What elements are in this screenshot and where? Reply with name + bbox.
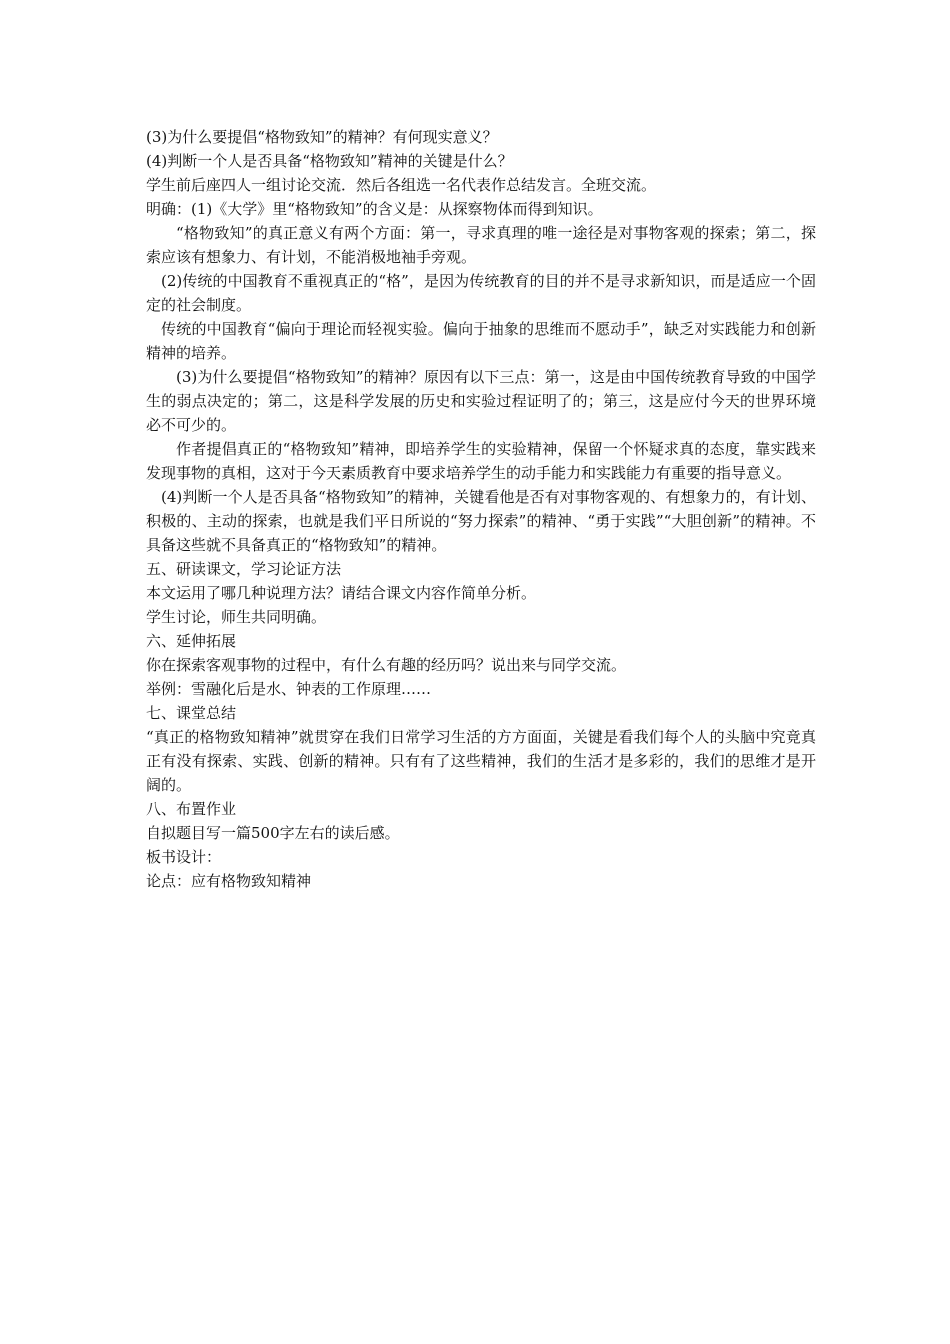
board-design-thesis: 论点：应有格物致知精神 — [146, 872, 312, 890]
section-5-question: 本文运用了哪几种说理方法？请结合课文内容作简单分析。 — [146, 584, 537, 602]
section-5-discussion: 学生讨论，师生共同明确。 — [146, 608, 327, 626]
section-5-heading: 五、研读课文，学习论证方法 — [146, 560, 342, 578]
answer-1-meaning: “格物致知”的真正意义有两个方面：第一，寻求真理的唯一途径是对事物客观的探索；第二，探索应该有想象力、有计划，不能消极地袖手旁观。 — [146, 224, 816, 266]
answer-2: (2)传统的中国教育不重视真正的“格”，是因为传统教育的目的并不是寻求新知识，而是适应一个固定的社会制度。 — [146, 272, 816, 314]
document-body — [146, 125, 816, 893]
answer-1: 明确：(1)《大学》里“格物致知”的含义是：从探察物体而得到知识。 — [146, 200, 603, 218]
section-8-assignment: 自拟题目写一篇500字左右的读后感。 — [146, 824, 400, 842]
answer-2-detail: 传统的中国教育“偏向于理论而轻视实验。偏向于抽象的思维而不愿动手”，缺乏对实践能力和创新精神的培养。 — [146, 320, 816, 362]
question-3: (3)为什么要提倡“格物致知”的精神？有何现实意义？ — [146, 128, 498, 146]
discussion-instruction: 学生前后座四人一组讨论交流．然后各组选一名代表作总结发言。全班交流。 — [146, 176, 657, 194]
section-7-heading: 七、课堂总结 — [146, 704, 237, 722]
question-4: (4)判断一个人是否具备“格物致知”精神的关键是什么？ — [146, 152, 513, 170]
section-6-example: 举例：雪融化后是水、钟表的工作原理…… — [146, 680, 432, 698]
section-6-heading: 六、延伸拓展 — [146, 632, 237, 650]
section-8-heading: 八、布置作业 — [146, 800, 237, 818]
section-6-question: 你在探索客观事物的过程中，有什么有趣的经历吗？说出来与同学交流。 — [146, 656, 627, 674]
board-design-label: 板书设计： — [146, 848, 222, 866]
answer-3: (3)为什么要提倡“格物致知”的精神？原因有以下三点：第一，这是由中国传统教育导致的中国学生的弱点决定的；第二，这是科学发展的历史和实验过程证明了的；第三，这是应付今天的世界环境必不可少的。 — [146, 368, 816, 434]
section-7-summary: “真正的格物致知精神”就贯穿在我们日常学习生活的方方面面，关键是看我们每个人的头脑中究竟真正有没有探索、实践、创新的精神。只有有了这些精神，我们的生活才是多彩的，我们的思维才是开阔的。 — [146, 728, 816, 794]
answer-4: (4)判断一个人是否具备“格物致知”的精神，关键看他是否有对事物客观的、有想象力的，有计划、积极的、主动的探索，也就是我们平日所说的“努力探索”的精神、“勇于实践”“大胆创新”的精神。不具备这些就不具备真正的“格物致知”的精神。 — [146, 488, 816, 554]
answer-3-detail: 作者提倡真正的“格物致知”精神，即培养学生的实验精神，保留一个怀疑求真的态度，靠实践来发现事物的真相，这对于今天素质教育中要求培养学生的动手能力和实践能力有重要的指导意义。 — [146, 440, 816, 482]
